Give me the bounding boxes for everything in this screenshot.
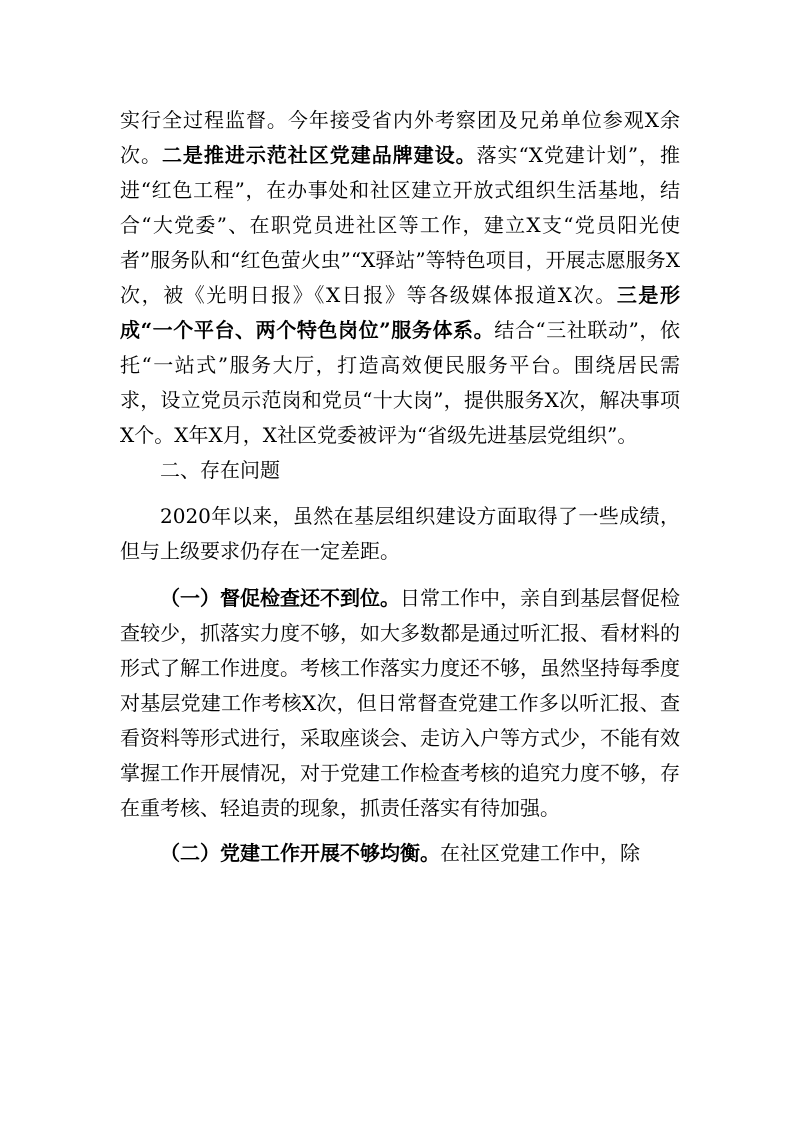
paragraph-problem-one [120,581,680,826]
paragraph-text: 结合“三社联动”，依托“一站式”服务大厅，打造高效便民服务平台。围绕居民需求，设立党员示范岗和党员“十大岗”，提供服务X次，解决事项X个。X年X月，X社区党委被评为“省级先进基层党组织”。 [120,318,680,447]
section-heading-problems: 二、存在问题 [160,458,280,482]
paragraph-intro-problems: 2020年以来，虽然在基层组织建设方面取得了一些成绩，但与上级要求仍存在一定差距。 [120,504,680,563]
bold-point-two: 二是推进示范社区党建品牌建设。 [161,143,477,167]
paragraph-achievements [120,103,680,453]
problem-two-title: （二）党建工作开展不够均衡。 [160,841,440,865]
paragraph-text: 落实“X党建计划”，推进“红色工程”，在办事处和社区建立开放式组织生活基地，结合“大党委”、在职党员进社区等工作，建立X支“党员阳光使者”服务队和“红色萤火虫”“X驿站”等特色项目，开展志愿服务X次，被《光明日报》《X日报》等各级媒体报道X次。 [120,143,681,307]
problem-one-text: 日常工作中，亲自到基层督促检查较少，抓落实力度不够，如大多数都是通过听汇报、看材料的形式了解工作进度。考核工作落实力度还不够，虽然坚持每季度对基层党建工作考核X次，但日常督查党建工作多以听汇报、查看资料等形式进行，采取座谈会、走访入户等方式少，不能有效掌握工作开展情况，对于党建工作检查考核的追究力度不够，存在重考核、轻追责的现象，抓责任落实有待加强。 [120,586,680,820]
document-body [120,103,680,871]
paragraph-problem-two [120,836,680,871]
problem-two-text: 在社区党建工作中，除 [440,841,640,865]
problem-one-title: （一）督促检查还不到位。 [160,586,400,610]
bold-point-three: 三是形成“一个平台、两个特色岗位”服务体系。 [120,283,681,342]
paragraph-text: 实行全过程监督。今年接受省内外考察团及兄弟单位参观X余次。 [120,108,680,167]
